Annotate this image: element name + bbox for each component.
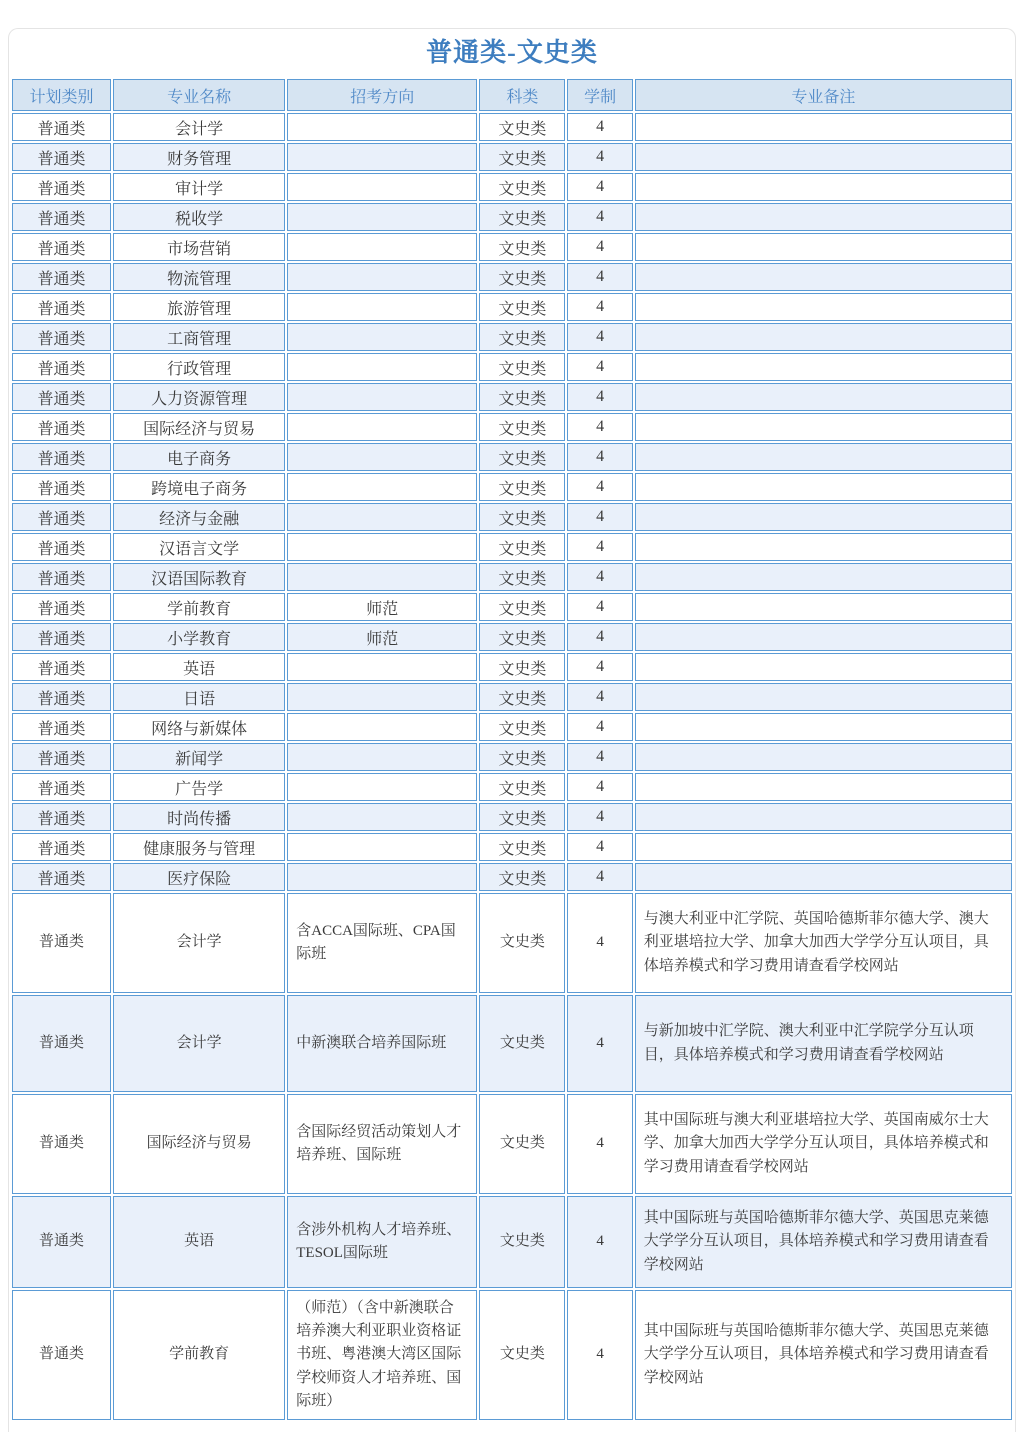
table-row (12, 863, 1012, 891)
cell-recruit-direction (287, 563, 477, 591)
cell-duration: 4 (567, 503, 632, 531)
cell-recruit-direction (287, 863, 477, 891)
cell-major-name: 汉语国际教育 (113, 563, 285, 591)
cell-duration: 4 (567, 473, 632, 501)
cell-subject-category: 文史类 (479, 503, 565, 531)
cell-subject-category: 文史类 (479, 323, 565, 351)
cell-subject-category: 文史类 (479, 353, 565, 381)
cell-subject-category: 文史类 (479, 233, 565, 261)
cell-major-notes (635, 113, 1012, 141)
cell-plan-category: 普通类 (12, 353, 111, 381)
cell-plan-category: 普通类 (12, 713, 111, 741)
cell-plan-category: 普通类 (12, 233, 111, 261)
cell-duration: 4 (567, 203, 632, 231)
cell-major-name: 市场营销 (113, 233, 285, 261)
cell-duration: 4 (567, 593, 632, 621)
cell-duration: 4 (567, 653, 632, 681)
cell-plan-category: 普通类 (12, 893, 111, 993)
cell-recruit-direction (287, 203, 477, 231)
cell-major-notes: 其中国际班与英国哈德斯菲尔德大学、英国思克莱德大学学分互认项目，具体培养模式和学习费用请查看学校网站 (635, 1196, 1012, 1288)
cell-duration: 4 (567, 1094, 632, 1194)
cell-plan-category: 普通类 (12, 833, 111, 861)
cell-plan-category: 普通类 (12, 533, 111, 561)
cell-subject-category: 文史类 (479, 893, 565, 993)
header-plan-category: 计划类别 (12, 79, 111, 111)
table-row (12, 833, 1012, 861)
cell-major-notes (635, 683, 1012, 711)
cell-major-name: 会计学 (113, 893, 285, 993)
cell-subject-category: 文史类 (479, 713, 565, 741)
cell-major-name: 审计学 (113, 173, 285, 201)
cell-subject-category: 文史类 (479, 443, 565, 471)
cell-duration: 4 (567, 383, 632, 411)
cell-major-name: 英语 (113, 1196, 285, 1288)
cell-major-name: 会计学 (113, 113, 285, 141)
cell-plan-category: 普通类 (12, 803, 111, 831)
cell-major-notes (635, 563, 1012, 591)
cell-plan-category: 普通类 (12, 113, 111, 141)
cell-plan-category: 普通类 (12, 293, 111, 321)
table-row (12, 683, 1012, 711)
table-row (12, 623, 1012, 651)
table-row (12, 263, 1012, 291)
cell-plan-category: 普通类 (12, 263, 111, 291)
cell-duration: 4 (567, 413, 632, 441)
cell-duration: 4 (567, 995, 632, 1092)
page-title: 普通类-文史类 (426, 38, 598, 67)
cell-major-notes (635, 413, 1012, 441)
cell-major-notes (635, 323, 1012, 351)
cell-major-notes (635, 833, 1012, 861)
table-row (12, 143, 1012, 171)
cell-duration: 4 (567, 263, 632, 291)
cell-major-name: 旅游管理 (113, 293, 285, 321)
cell-subject-category: 文史类 (479, 383, 565, 411)
cell-major-notes: 其中国际班与澳大利亚堪培拉大学、英国南威尔士大学、加拿大加西大学学分互认项目，具体培养模式和学习费用请查看学校网站 (635, 1094, 1012, 1194)
cell-recruit-direction: 师范 (287, 623, 477, 651)
cell-major-name: 财务管理 (113, 143, 285, 171)
cell-plan-category: 普通类 (12, 503, 111, 531)
cell-duration: 4 (567, 773, 632, 801)
cell-recruit-direction (287, 803, 477, 831)
cell-major-name: 时尚传播 (113, 803, 285, 831)
cell-recruit-direction (287, 413, 477, 441)
cell-subject-category: 文史类 (479, 803, 565, 831)
table-row (12, 383, 1012, 411)
cell-recruit-direction (287, 473, 477, 501)
cell-major-name: 新闻学 (113, 743, 285, 771)
cell-major-name: 电子商务 (113, 443, 285, 471)
cell-recruit-direction (287, 323, 477, 351)
admission-plan-table (10, 77, 1014, 1422)
cell-duration: 4 (567, 1196, 632, 1288)
table-row (12, 995, 1012, 1092)
cell-major-name: 英语 (113, 653, 285, 681)
cell-duration: 4 (567, 833, 632, 861)
cell-recruit-direction: 师范 (287, 593, 477, 621)
cell-major-notes (635, 593, 1012, 621)
cell-recruit-direction (287, 653, 477, 681)
cell-subject-category: 文史类 (479, 203, 565, 231)
cell-major-notes (635, 443, 1012, 471)
header-duration: 学制 (567, 79, 632, 111)
cell-recruit-direction (287, 173, 477, 201)
cell-recruit-direction: 中新澳联合培养国际班 (287, 995, 477, 1092)
cell-subject-category: 文史类 (479, 833, 565, 861)
table-row (12, 173, 1012, 201)
cell-major-name: 国际经济与贸易 (113, 1094, 285, 1194)
cell-major-name: 国际经济与贸易 (113, 413, 285, 441)
cell-major-name: 医疗保险 (113, 863, 285, 891)
cell-recruit-direction (287, 773, 477, 801)
cell-subject-category: 文史类 (479, 653, 565, 681)
cell-subject-category: 文史类 (479, 1094, 565, 1194)
cell-duration: 4 (567, 293, 632, 321)
cell-recruit-direction (287, 143, 477, 171)
cell-plan-category: 普通类 (12, 443, 111, 471)
cell-subject-category: 文史类 (479, 863, 565, 891)
cell-plan-category: 普通类 (12, 473, 111, 501)
cell-recruit-direction (287, 383, 477, 411)
cell-major-name: 税收学 (113, 203, 285, 231)
cell-major-notes (635, 143, 1012, 171)
table-row (12, 893, 1012, 993)
cell-duration: 4 (567, 893, 632, 993)
cell-duration: 4 (567, 113, 632, 141)
table-row (12, 1196, 1012, 1288)
cell-plan-category: 普通类 (12, 143, 111, 171)
cell-duration: 4 (567, 233, 632, 261)
cell-recruit-direction (287, 683, 477, 711)
cell-subject-category: 文史类 (479, 995, 565, 1092)
header-major-name: 专业名称 (113, 79, 285, 111)
cell-major-notes: 与新加坡中汇学院、澳大利亚中汇学院学分互认项目，具体培养模式和学习费用请查看学校网站 (635, 995, 1012, 1092)
cell-subject-category: 文史类 (479, 533, 565, 561)
cell-subject-category: 文史类 (479, 683, 565, 711)
cell-major-name: 广告学 (113, 773, 285, 801)
cell-recruit-direction (287, 233, 477, 261)
cell-major-name: 学前教育 (113, 1290, 285, 1420)
cell-duration: 4 (567, 683, 632, 711)
table-row (12, 413, 1012, 441)
cell-recruit-direction (287, 293, 477, 321)
cell-duration: 4 (567, 533, 632, 561)
cell-subject-category: 文史类 (479, 113, 565, 141)
table-row (12, 533, 1012, 561)
header-major-notes: 专业备注 (635, 79, 1012, 111)
cell-subject-category: 文史类 (479, 593, 565, 621)
table-row (12, 773, 1012, 801)
cell-plan-category: 普通类 (12, 623, 111, 651)
cell-major-notes (635, 233, 1012, 261)
cell-duration: 4 (567, 1290, 632, 1420)
cell-plan-category: 普通类 (12, 203, 111, 231)
cell-major-notes (635, 203, 1012, 231)
cell-plan-category: 普通类 (12, 563, 111, 591)
cell-major-notes (635, 743, 1012, 771)
cell-recruit-direction (287, 713, 477, 741)
cell-plan-category: 普通类 (12, 323, 111, 351)
cell-major-name: 行政管理 (113, 353, 285, 381)
cell-plan-category: 普通类 (12, 383, 111, 411)
cell-subject-category: 文史类 (479, 1196, 565, 1288)
cell-plan-category: 普通类 (12, 773, 111, 801)
cell-plan-category: 普通类 (12, 743, 111, 771)
header-recruit-direction: 招考方向 (287, 79, 477, 111)
cell-major-notes (635, 713, 1012, 741)
table-row (12, 203, 1012, 231)
cell-major-notes (635, 173, 1012, 201)
cell-recruit-direction (287, 833, 477, 861)
cell-plan-category: 普通类 (12, 173, 111, 201)
cell-plan-category: 普通类 (12, 995, 111, 1092)
cell-major-name: 经济与金融 (113, 503, 285, 531)
table-row (12, 473, 1012, 501)
cell-subject-category: 文史类 (479, 773, 565, 801)
cell-major-notes (635, 383, 1012, 411)
cell-major-notes (635, 473, 1012, 501)
cell-duration: 4 (567, 803, 632, 831)
cell-plan-category: 普通类 (12, 1290, 111, 1420)
cell-plan-category: 普通类 (12, 683, 111, 711)
cell-duration: 4 (567, 863, 632, 891)
cell-subject-category: 文史类 (479, 473, 565, 501)
cell-major-notes (635, 863, 1012, 891)
cell-major-notes (635, 293, 1012, 321)
table-row (12, 653, 1012, 681)
cell-duration: 4 (567, 743, 632, 771)
cell-major-notes: 与澳大利亚中汇学院、英国哈德斯菲尔德大学、澳大利亚堪培拉大学、加拿大加西大学学分互认项目，具体培养模式和学习费用请查看学校网站 (635, 893, 1012, 993)
cell-plan-category: 普通类 (12, 413, 111, 441)
cell-subject-category: 文史类 (479, 173, 565, 201)
cell-major-notes (635, 263, 1012, 291)
table-body (12, 113, 1012, 1420)
cell-duration: 4 (567, 623, 632, 651)
table-row (12, 233, 1012, 261)
table-row (12, 803, 1012, 831)
cell-plan-category: 普通类 (12, 653, 111, 681)
cell-major-name: 汉语言文学 (113, 533, 285, 561)
cell-subject-category: 文史类 (479, 413, 565, 441)
cell-major-name: 人力资源管理 (113, 383, 285, 411)
admission-plan-card (8, 28, 1016, 1432)
cell-major-name: 小学教育 (113, 623, 285, 651)
cell-major-notes (635, 653, 1012, 681)
cell-major-notes (635, 533, 1012, 561)
cell-plan-category: 普通类 (12, 863, 111, 891)
cell-major-name: 学前教育 (113, 593, 285, 621)
cell-major-name: 物流管理 (113, 263, 285, 291)
cell-duration: 4 (567, 323, 632, 351)
cell-subject-category: 文史类 (479, 563, 565, 591)
cell-recruit-direction: 含ACCA国际班、CPA国际班 (287, 893, 477, 993)
table-row (12, 593, 1012, 621)
cell-duration: 4 (567, 563, 632, 591)
cell-subject-category: 文史类 (479, 1290, 565, 1420)
table-row (12, 323, 1012, 351)
cell-subject-category: 文史类 (479, 623, 565, 651)
cell-plan-category: 普通类 (12, 593, 111, 621)
table-row (12, 443, 1012, 471)
cell-major-notes (635, 623, 1012, 651)
cell-recruit-direction (287, 743, 477, 771)
cell-duration: 4 (567, 713, 632, 741)
table-row (12, 113, 1012, 141)
cell-subject-category: 文史类 (479, 743, 565, 771)
table-row (12, 1290, 1012, 1420)
cell-plan-category: 普通类 (12, 1196, 111, 1288)
cell-major-name: 工商管理 (113, 323, 285, 351)
table-row (12, 503, 1012, 531)
cell-duration: 4 (567, 173, 632, 201)
cell-recruit-direction: （师范）（含中新澳联合培养澳大利亚职业资格证书班、粤港澳大湾区国际学校师资人才培养班、国际班） (287, 1290, 477, 1420)
cell-major-notes (635, 803, 1012, 831)
cell-major-notes (635, 353, 1012, 381)
cell-major-notes (635, 503, 1012, 531)
cell-recruit-direction: 含涉外机构人才培养班、TESOL国际班 (287, 1196, 477, 1288)
table-row (12, 563, 1012, 591)
cell-recruit-direction (287, 263, 477, 291)
cell-recruit-direction (287, 503, 477, 531)
cell-recruit-direction (287, 353, 477, 381)
cell-recruit-direction: 含国际经贸活动策划人才培养班、国际班 (287, 1094, 477, 1194)
table-row (12, 293, 1012, 321)
cell-recruit-direction (287, 113, 477, 141)
table-row (12, 1094, 1012, 1194)
cell-recruit-direction (287, 533, 477, 561)
cell-major-name: 网络与新媒体 (113, 713, 285, 741)
table-row (12, 713, 1012, 741)
cell-major-name: 健康服务与管理 (113, 833, 285, 861)
cell-major-name: 会计学 (113, 995, 285, 1092)
cell-recruit-direction (287, 443, 477, 471)
cell-plan-category: 普通类 (12, 1094, 111, 1194)
table-header-row (12, 79, 1012, 111)
cell-duration: 4 (567, 143, 632, 171)
table-row (12, 743, 1012, 771)
header-subject-category: 科类 (479, 79, 565, 111)
cell-subject-category: 文史类 (479, 263, 565, 291)
cell-major-notes (635, 773, 1012, 801)
cell-subject-category: 文史类 (479, 293, 565, 321)
table-row (12, 353, 1012, 381)
cell-major-name: 跨境电子商务 (113, 473, 285, 501)
cell-duration: 4 (567, 443, 632, 471)
cell-major-notes: 其中国际班与英国哈德斯菲尔德大学、英国思克莱德大学学分互认项目，具体培养模式和学习费用请查看学校网站 (635, 1290, 1012, 1420)
cell-major-name: 日语 (113, 683, 285, 711)
cell-subject-category: 文史类 (479, 143, 565, 171)
cell-duration: 4 (567, 353, 632, 381)
